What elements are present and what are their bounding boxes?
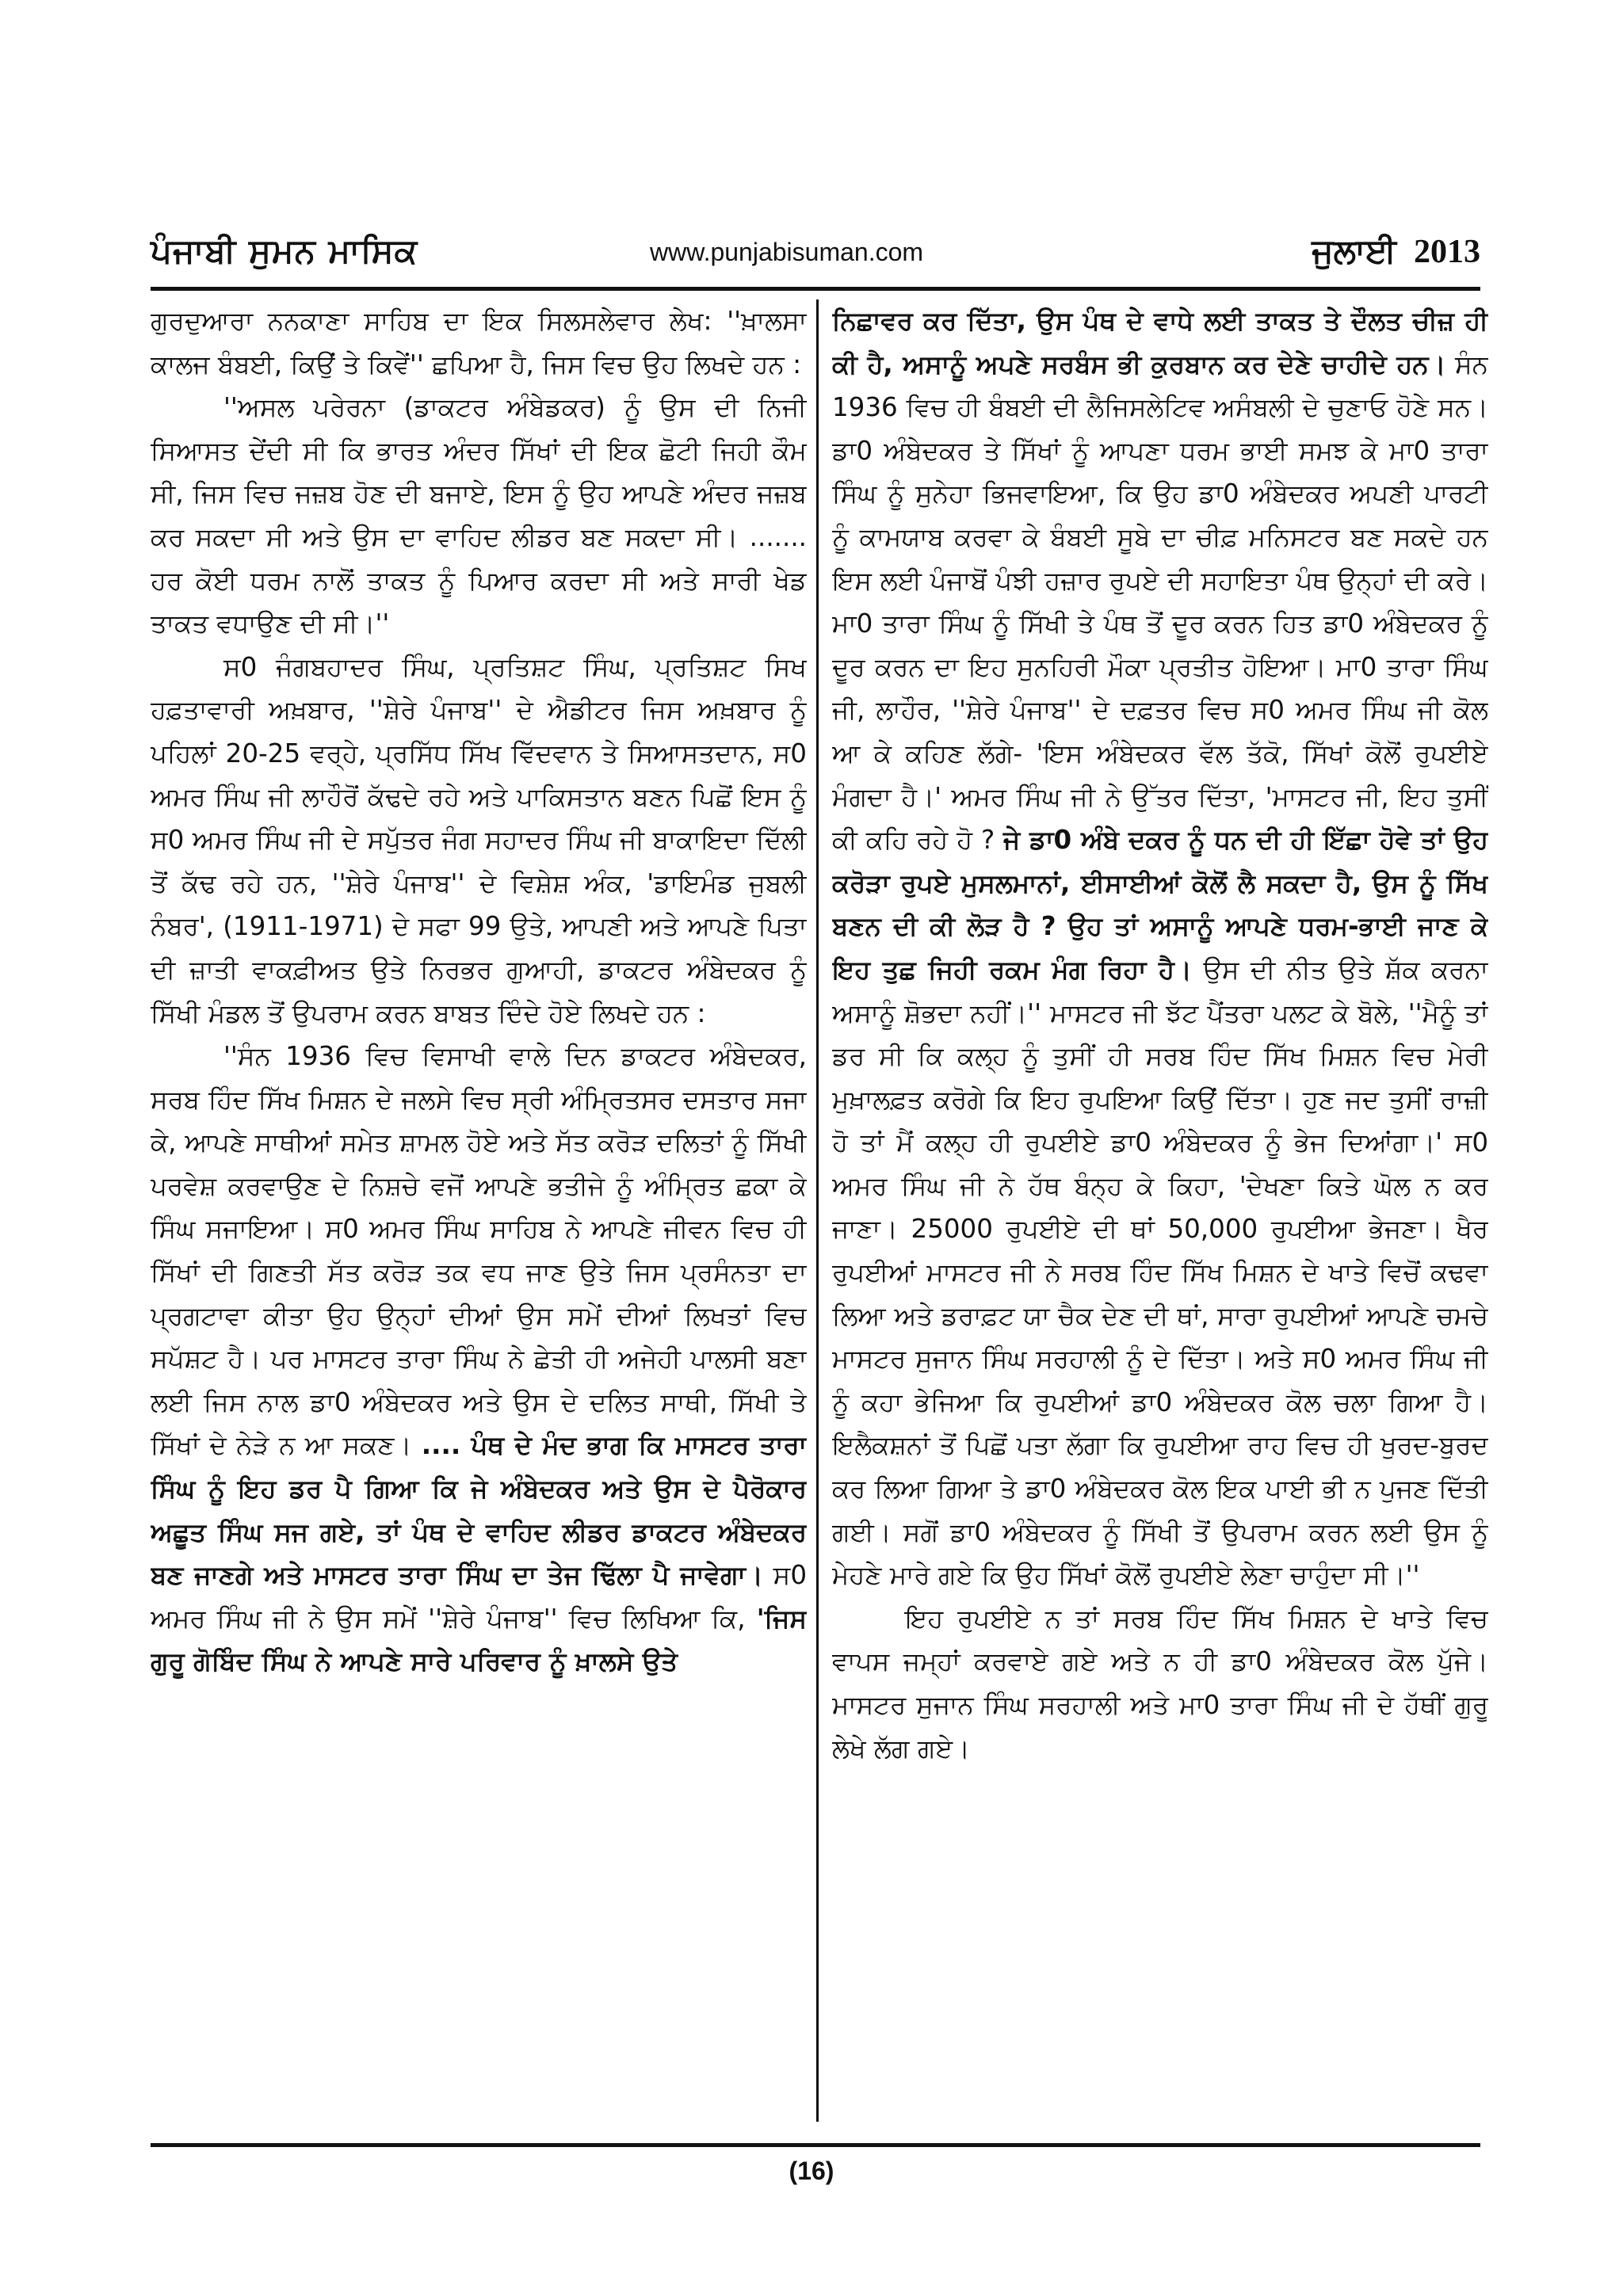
issue-month: ਜੁਲਾਈ xyxy=(1312,231,1396,270)
column-divider xyxy=(816,299,819,2122)
bold-text: .... ਪੰਥ ਦੇ ਮੰਦ ਭਾਗ ਕਿ ਮਾਸਟਰ ਤਾਰਾ ਸਿੰਘ ਨੂੰ ਇਹ ਡਰ ਪੈ ਗਿਆ ਕਿ ਜੇ ਅੰਬੇਦਕਰ ਅਤੇ ਉਸ ਦੇ ਪੈਰੋਕਾਰ ਅਛੂਤ ਸਿੰਘ ਸਜ ਗਏ, ਤਾਂ ਪੰਥ ਦੇ ਵਾਹਿਦ ਲੀਡਰ ਡਾਕਟਰ ਅੰਬੇਦਕਰ ਬਣ ਜਾਣਗੇ ਅਤੇ ਮਾਸਟਰ ਤਾਰਾ ਸਿੰਘ ਦਾ ਤੇਜ ਢਿੱਲਾ ਪੈ ਜਾਵੇਗਾ। xyxy=(151,1430,807,1591)
left-column xyxy=(151,299,807,2138)
paragraph: ਇਹ ਰੁਪਈਏ ਨ ਤਾਂ ਸਰਬ ਹਿੰਦ ਸਿੱਖ ਮਿਸ਼ਨ ਦੇ ਖਾਤੇ ਵਿਚ ਵਾਪਸ ਜਮ੍ਹਾਂ ਕਰਵਾਏ ਗਏ ਅਤੇ ਨ ਹੀ ਡਾ0 ਅੰਬੇਦਕਰ ਕੋਲ ਪੁੱਜੇ। ਮਾਸਟਰ ਸੁਜਾਨ ਸਿੰਘ ਸਰਹਾਲੀ ਅਤੇ ਮਾ0 ਤਾਰਾ ਸਿੰਘ ਜੀ ਦੇ ਹੱਥੀਂ ਗੁਰੂ ਲੇਖੇ ਲੱਗ ਗਏ। xyxy=(832,1603,1488,1764)
footer-rule xyxy=(151,2143,1480,2147)
quote-paragraph xyxy=(151,1035,807,1684)
paragraph-text: ਸ0 ਅਮਰ ਸਿੰਘ ਜੀ ਨੇ ਉਸ ਸਮੇਂ ''ਸ਼ੇਰੇ ਪੰਜਾਬ'' ਵਿਚ ਲਿਖਿਆ ਕਿ, xyxy=(151,1560,807,1634)
paragraph: ਸ0 ਜੰਗਬਹਾਦਰ ਸਿੰਘ, ਪ੍ਰਤਿਸ਼ਟ ਸਿੰਘ, ਪ੍ਰਤਿਸ਼ਟ ਸਿਖ ਹਫ਼ਤਾਵਾਰੀ ਅਖ਼ਬਾਰ, ''ਸ਼ੇਰੇ ਪੰਜਾਬ'' ਦੇ ਐਡੀਟਰ ਜਿਸ ਅਖ਼ਬਾਰ ਨੂੰ ਪਹਿਲਾਂ 20-25 ਵਰ੍ਹੇ, ਪ੍ਰਸਿੱਧ ਸਿੱਖ ਵਿੱਦਵਾਨ ਤੇ ਸਿਆਸਤਦਾਨ, ਸ0 ਅਮਰ ਸਿੰਘ ਜੀ ਲਾਹੌਰੋਂ ਕੱਢਦੇ ਰਹੇ ਅਤੇ ਪਾਕਿਸਤਾਨ ਬਣਨ ਪਿਛੋਂ ਇਸ ਨੂੰ ਸ0 ਅਮਰ ਸਿੰਘ ਜੀ ਦੇ ਸਪੁੱਤਰ ਜੰਗ ਸਹਾਦਰ ਸਿੰਘ ਜੀ ਬਾਕਾਇਦਾ ਦਿੱਲੀ ਤੋਂ ਕੱਢ ਰਹੇ ਹਨ, ''ਸ਼ੇਰੇ ਪੰਜਾਬ'' ਦੇ ਵਿਸ਼ੇਸ਼ ਅੰਕ, 'ਡਾਇਮੰਡ ਜੁਬਲੀ ਨੰਬਰ', (1911-1971) ਦੇ ਸਫਾ 99 ਉਤੇ, ਆਪਣੀ ਅਤੇ ਆਪਣੇ ਪਿਤਾ ਦੀ ਜ਼ਾਤੀ ਵਾਕਫ਼ੀਅਤ ਉਤੇ ਨਿਰਭਰ ਗੁਆਹੀ, ਡਾਕਟਰ ਅੰਬੇਦਕਰ ਨੂੰ ਸਿੱਖੀ ਮੰਡਲ ਤੋਂ ਉਪਰਾਮ ਕਰਨ ਬਾਬਤ ਦਿੰਦੇ ਹੋਏ ਲਿਖਦੇ ਹਨ : xyxy=(151,651,807,1028)
paragraph-text: ਉਸ ਦੀ ਨੀਤ ਉਤੇ ਸ਼ੱਕ ਕਰਨਾ ਅਸਾਨੂੰ ਸ਼ੋਭਦਾ ਨਹੀਂ।'' ਮਾਸਟਰ ਜੀ ਝੱਟ ਪੈਂਤਰਾ ਪਲਟ ਕੇ ਬੋਲੇ, ''ਮੈਨੂੰ ਤਾਂ ਡਰ ਸੀ ਕਿ ਕਲ੍ਹ ਨੂੰ ਤੁਸੀਂ ਹੀ ਸਰਬ ਹਿੰਦ ਸਿੱਖ ਮਿਸ਼ਨ ਵਿਚ ਮੇਰੀ ਮੁਖ਼ਾਲਫ਼ਤ ਕਰੋਗੇ ਕਿ ਇਹ ਰੁਪਇਆ ਕਿਉਂ ਦਿੱਤਾ। ਹੁਣ ਜਦ ਤੁਸੀਂ ਰਾਜ਼ੀ ਹੋ ਤਾਂ ਮੈਂ ਕਲ੍ਹ ਹੀ ਰੁਪਈਏ ਡਾ0 ਅੰਬੇਦਕਰ ਨੂੰ ਭੇਜ ਦਿਆਂਗਾ।' ਸ0 ਅਮਰ ਸਿੰਘ ਜੀ ਨੇ ਹੱਥ ਬੰਨ੍ਹ ਕੇ ਕਿਹਾ, 'ਦੇਖਣਾ ਕਿਤੇ ਘੋਲ ਨ ਕਰ ਜਾਣਾ। 25000 ਰੁਪਈਏ ਦੀ ਥਾਂ 50,000 ਰੁਪਈਆ ਭੇਜਣਾ। ਖੈਰ ਰੁਪਈਆਂ ਮਾਸਟਰ ਜੀ ਨੇ ਸਰਬ ਹਿੰਦ ਸਿੱਖ ਮਿਸ਼ਨ ਦੇ ਖਾਤੇ ਵਿਚੋਂ ਕਢਵਾ ਲਿਆ ਅਤੇ ਡਰਾਫ਼ਟ ਯਾ ਚੈਕ ਦੇਣ ਦੀ ਥਾਂ, ਸਾਰਾ ਰੁਪਈਆਂ ਆਪਣੇ ਚਮਚੇ ਮਾਸਟਰ ਸੁਜਾਨ ਸਿੰਘ ਸਰਹਾਲੀ ਨੂੰ ਦੇ ਦਿੱਤਾ। ਅਤੇ ਸ0 ਅਮਰ ਸਿੰਘ ਜੀ ਨੂੰ ਕਹਾ ਭੇਜਿਆ ਕਿ ਰੁਪਈਆਂ ਡਾ0 ਅੰਬੇਦਕਰ ਕੋਲ ਚਲਾ ਗਿਆ ਹੈ। ਇਲੈਕਸ਼ਨਾਂ ਤੋਂ ਪਿਛੋਂ ਪਤਾ ਲੱਗਾ ਕਿ ਰੁਪਈਆ ਰਾਹ ਵਿਚ ਹੀ ਖੁਰਦ-ਬੁਰਦ ਕਰ ਲਿਆ ਗਿਆ ਤੇ ਡਾ0 ਅੰਬੇਦਕਰ ਕੋਲ ਇਕ ਪਾਈ ਭੀ ਨ ਪੁਜਣ ਦਿੱਤੀ ਗਈ। ਸਗੋਂ ਡਾ0 ਅੰਬੇਦਕਰ ਨੂੰ ਸਿੱਖੀ ਤੋਂ ਉਪਰਾਮ ਕਰਨ ਲਈ ਉਸ ਨੂੰ ਮੇਹਣੇ ਮਾਰੇ ਗਏ ਕਿ ਉਹ ਸਿੱਖਾਂ ਕੋਲੋਂ ਰੁਪਈਏ ਲੇਣਾ ਚਾਹੁੰਦਾ ਸੀ।'' xyxy=(832,954,1488,1591)
issue-date xyxy=(1312,231,1480,271)
paragraph: ਗੁਰਦੁਆਰਾ ਨਨਕਾਣਾ ਸਾਹਿਬ ਦਾ ਇਕ ਸਿਲਸਲੇਵਾਰ ਲੇਖ: ''ਖ਼ਾਲਸਾ ਕਾਲਜ ਬੰਬਈ, ਕਿਉਂ ਤੇ ਕਿਵੇਂ'' ਛਪਿਆ ਹੈ, ਜਿਸ ਵਿਚ ਉਹ ਲਿਖਦੇ ਹਨ : xyxy=(151,306,807,379)
page-number: (16) xyxy=(789,2157,834,2185)
website-url: www.punjabisuman.com xyxy=(650,238,924,266)
bold-text: 'ਜਿਸ ਗੁਰੂ ਗੋਬਿੰਦ ਸਿੰਘ ਨੇ ਆਪਣੇ ਸਾਰੇ ਪਰਿਵਾਰ ਨੂੰ ਖ਼ਾਲਸੇ ਉਤੇ xyxy=(151,1603,807,1677)
right-column xyxy=(832,299,1488,2138)
magazine-title: ਪੰਜਾਬੀ ਸੁਮਨ ਮਾਸਿਕ xyxy=(151,231,418,270)
paragraph-text: ਸੰਨ 1936 ਵਿਚ ਹੀ ਬੰਬਈ ਦੀ ਲੈਜਿਸਲੇਟਿਵ ਅਸੰਬਲੀ ਦੇ ਚੁਣਾਓ ਹੋਣੇ ਸਨ। ਡਾ0 ਅੰਬੇਦਕਰ ਤੇ ਸਿੱਖਾਂ ਨੂੰ ਆਪਣਾ ਧਰਮ ਭਾਈ ਸਮਝ ਕੇ ਮਾ0 ਤਾਰਾ ਸਿੰਘ ਨੂੰ ਸੁਨੇਹਾ ਭਿਜਵਾਇਆ, ਕਿ ਉਹ ਡਾ0 ਅੰਬੇਦਕਰ ਅਪਣੀ ਪਾਰਟੀ ਨੂੰ ਕਾਮਯਾਬ ਕਰਵਾ ਕੇ ਬੰਬਈ ਸੂਬੇ ਦਾ ਚੀਫ਼ ਮਨਿਸਟਰ ਬਣ ਸਕਦੇ ਹਨ ਇਸ ਲਈ ਪੰਜਾਬੋਂ ਪੰਝੀ ਹਜ਼ਾਰ ਰੁਪਏ ਦੀ ਸਹਾਇਤਾ ਪੰਥ ਉਨ੍ਹਾਂ ਦੀ ਕਰੇ। ਮਾ0 ਤਾਰਾ ਸਿੰਘ ਨੂੰ ਸਿੱਖੀ ਤੇ ਪੰਥ ਤੋਂ ਦੂਰ ਕਰਨ ਹਿਤ ਡਾ0 ਅੰਬੇਦਕਰ ਨੂੰ ਦੂਰ ਕਰਨ ਦਾ ਇਹ ਸੁਨਹਿਰੀ ਮੌਕਾ ਪ੍ਰਤੀਤ ਹੋਇਆ। ਮਾ0 ਤਾਰਾ ਸਿੰਘ ਜੀ, ਲਾਹੌਰ, ''ਸ਼ੇਰੇ ਪੰਜਾਬ'' ਦੇ ਦਫ਼ਤਰ ਵਿਚ ਸ0 ਅਮਰ ਸਿੰਘ ਜੀ ਕੋਲ ਆ ਕੇ ਕਹਿਣ ਲੱਗੇ- 'ਇਸ ਅੰਬੇਦਕਰ ਵੱਲ ਤੱਕੋ, ਸਿੱਖਾਂ ਕੋਲੋਂ ਰੁਪਈਏ ਮੰਗਦਾ ਹੈ।' ਅਮਰ ਸਿੰਘ ਜੀ ਨੇ ਉੱਤਰ ਦਿੱਤਾ, 'ਮਾਸਟਰ ਜੀ, ਇਹ ਤੁਸੀਂ ਕੀ ਕਹਿ ਰਹੇ ਹੋ ? xyxy=(832,349,1488,856)
paragraph-text: ''ਸੰਨ 1936 ਵਿਚ ਵਿਸਾਖੀ ਵਾਲੇ ਦਿਨ ਡਾਕਟਰ ਅੰਬੇਦਕਰ, ਸਰਬ ਹਿੰਦ ਸਿੱਖ ਮਿਸ਼ਨ ਦੇ ਜਲਸੇ ਵਿਚ ਸ੍ਰੀ ਅੰਮ੍ਰਿਤਸਰ ਦਸਤਾਰ ਸਜਾ ਕੇ, ਆਪਣੇ ਸਾਥੀਆਂ ਸਮੇਤ ਸ਼ਾਮਲ ਹੋਏ ਅਤੇ ਸੱਤ ਕਰੋੜ ਦਲਿਤਾਂ ਨੂੰ ਸਿੱਖੀ ਪਰਵੇਸ਼ ਕਰਵਾਉਣ ਦੇ ਨਿਸ਼ਚੇ ਵਜੋਂ ਆਪਣੇ ਭਤੀਜੇ ਨੂੰ ਅੰਮ੍ਰਿਤ ਛਕਾ ਕੇ ਸਿੰਘ ਸਜਾਇਆ। ਸ0 ਅਮਰ ਸਿੰਘ ਸਾਹਿਬ ਨੇ ਆਪਣੇ ਜੀਵਨ ਵਿਚ ਹੀ ਸਿੱਖਾਂ ਦੀ ਗਿਣਤੀ ਸੱਤ ਕਰੋੜ ਤਕ ਵਧ ਜਾਣ ਉਤੇ ਜਿਸ ਪ੍ਰਸੰਨਤਾ ਦਾ ਪ੍ਰਗਟਾਵਾ ਕੀਤਾ ਉਹ ਉਨ੍ਹਾਂ ਦੀਆਂ ਉਸ ਸਮੇਂ ਦੀਆਂ ਲਿਖਤਾਂ ਵਿਚ ਸਪੱਸ਼ਟ ਹੈ। ਪਰ ਮਾਸਟਰ ਤਾਰਾ ਸਿੰਘ ਨੇ ਛੇਤੀ ਹੀ ਅਜੇਹੀ ਪਾਲਸੀ ਬਣਾ ਲਈ ਜਿਸ ਨਾਲ ਡਾ0 ਅੰਬੇਦਕਰ ਅਤੇ ਉਸ ਦੇ ਦਲਿਤ ਸਾਥੀ, ਸਿੱਖੀ ਤੇ ਸਿੱਖਾਂ ਦੇ ਨੇੜੇ ਨ ਆ ਸਕਣ। xyxy=(151,1041,807,1461)
quote-paragraph: ''ਅਸਲ ਪਰੇਰਨਾ (ਡਾਕਟਰ ਅੰਬੇਡਕਰ) ਨੂੰ ਉਸ ਦੀ ਨਿਜੀ ਸਿਆਸਤ ਦੇਂਦੀ ਸੀ ਕਿ ਭਾਰਤ ਅੰਦਰ ਸਿੱਖਾਂ ਦੀ ਇਕ ਛੋਟੀ ਜਿਹੀ ਕੌਮ ਸੀ, ਜਿਸ ਵਿਚ ਜਜ਼ਬ ਹੋਣ ਦੀ ਬਜਾਏ, ਇਸ ਨੂੰ ਉਹ ਆਪਣੇ ਅੰਦਰ ਜਜ਼ਬ ਕਰ ਸਕਦਾ ਸੀ ਅਤੇ ਉਸ ਦਾ ਵਾਹਿਦ ਲੀਡਰ ਬਣ ਸਕਦਾ ਸੀ। ....... ਹਰ ਕੋਈ ਧਰਮ ਨਾਲੋਂ ਤਾਕਤ ਨੂੰ ਪਿਆਰ ਕਰਦਾ ਸੀ ਅਤੇ ਸਾਰੀ ਖੇਡ ਤਾਕਤ ਵਧਾਉਣ ਦੀ ਸੀ।'' xyxy=(151,392,807,639)
header-rule xyxy=(151,287,1480,291)
bold-text: ਨਿਛਾਵਰ ਕਰ ਦਿੱਤਾ, ਉਸ ਪੰਥ ਦੇ ਵਾਧੇ ਲਈ ਤਾਕਤ ਤੇ ਦੌਲਤ ਚੀਜ਼ ਹੀ ਕੀ ਹੈ, ਅਸਾਨੂੰ ਅਪਣੇ ਸਰਬੰਸ ਭੀ ਕੁਰਬਾਨ ਕਰ ਦੇਣੇ ਚਾਹੀਦੇ ਹਨ। xyxy=(832,306,1488,379)
issue-year: 2013 xyxy=(1414,234,1480,270)
paragraph xyxy=(832,299,1488,1597)
page-header xyxy=(151,231,1480,279)
bold-text: ਜੇ ਡਾ0 ਅੰਬੇ ਦਕਰ ਨੂੰ ਧਨ ਦੀ ਹੀ ਇੱਛਾ ਹੋਵੇ ਤਾਂ ਉਹ ਕਰੋੜਾ ਰੁਪਏ ਮੁਸਲਮਾਨਾਂ, ਈਸਾਈਆਂ ਕੋਲੋਂ ਲੈ ਸਕਦਾ ਹੈ, ਉਸ ਨੂੰ ਸਿੱਖ ਬਣਨ ਦੀ ਕੀ ਲੋੜ ਹੈ ? ਉਹ ਤਾਂ ਅਸਾਨੂੰ ਆਪਣੇ ਧਰਮ-ਭਾਈ ਜਾਣ ਕੇ ਇਹ ਤੁਛ ਜਿਹੀ ਰਕਮ ਮੰਗ ਰਿਹਾ ਹੈ। xyxy=(832,825,1488,985)
